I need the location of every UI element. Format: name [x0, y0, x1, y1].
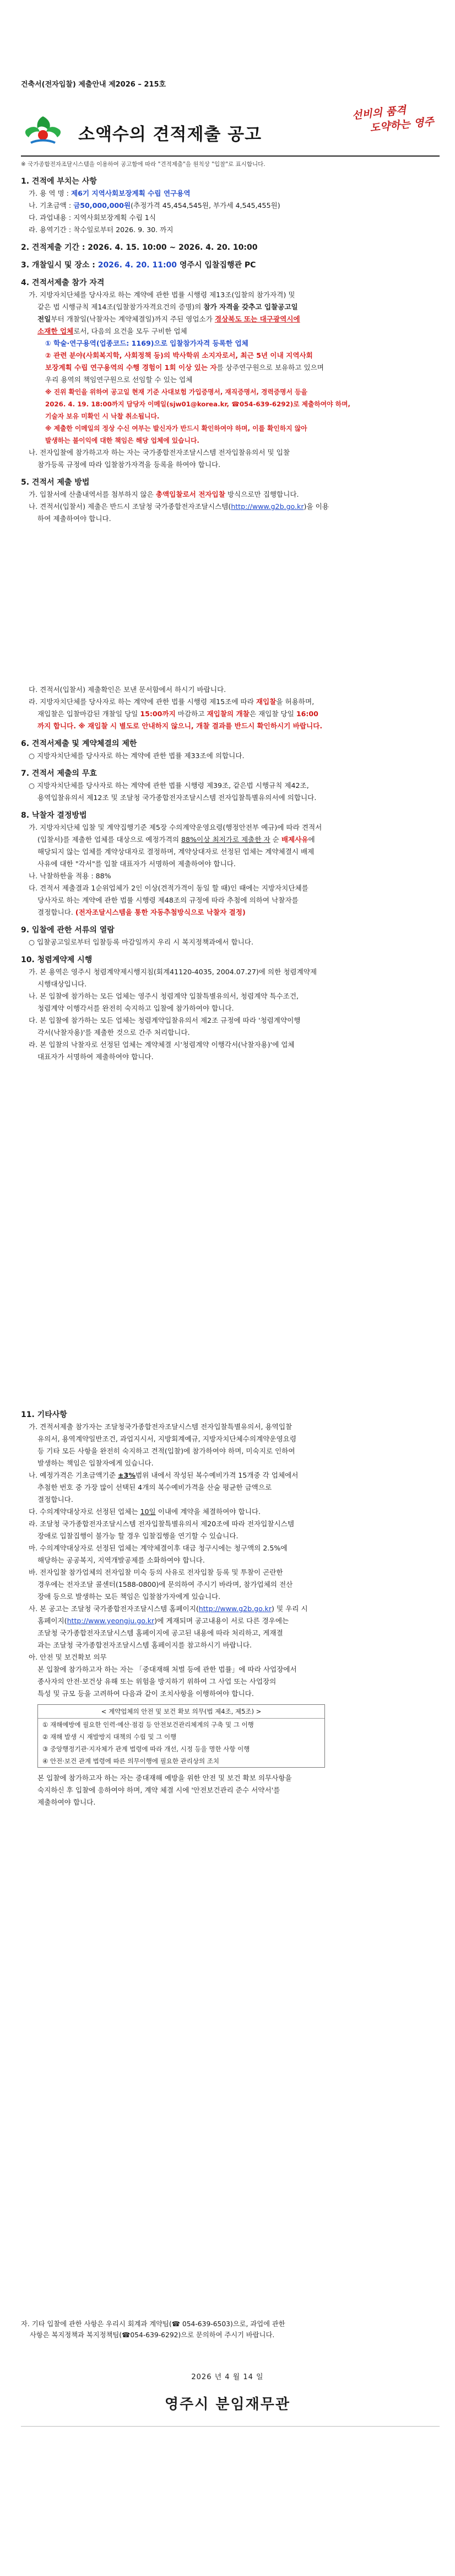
- s10-d-line2: 대표자가 서명하여 제출하여야 합니다.: [37, 1053, 154, 1061]
- s5-d-line3: 까지 합니다. ※ 재입찰 시 별도로 안내하지 않으니, 개찰 결과를 반드시 확인하시기 바랍니다.: [37, 722, 323, 730]
- s11-h-line2: 본 입찰에 참가하고자 하는 자는 「중대재해 처벌 등에 관한 법률」에 따라 사업장에서: [37, 1665, 297, 1673]
- s8-a-line1: 가. 지방자치단체 입찰 및 계약집행기준 제5장 수의계약운영요령(행정안전부 예규)에 따라 견적서: [29, 823, 322, 831]
- s10-b-line2: 청렴계약 이행각서를 완전히 숙지하고 입찰에 참가하여야 합니다.: [37, 1004, 234, 1012]
- title-divider: [21, 155, 440, 157]
- contact-line1: 자. 기타 입찰에 관한 사항은 우리시 회계과 계약팀(☎ 054-639-6503)으로, 과업에 관한: [21, 2320, 285, 2328]
- s4-req1: ① 학술·연구용역(업종코드: 1169)으로 입찰참가자격 등록한 업체: [45, 339, 248, 347]
- s8-a-line2: (입찰서)를 제출한 업체를 대상으로 예정가격의 88%이상 최저가로 제출한 자 순 배제사유에: [37, 835, 315, 844]
- contact-line2: 사항은 복지정책과 복지정책팀(☎054-639-6292)으로 문의하여 주시기 바랍니다.: [30, 2331, 275, 2339]
- s11-e-line1: 마. 수의계약대상자로 선정된 업체는 계약체결이후 대금 청구시에는 청구액의 2.5%에: [29, 1544, 288, 1552]
- content-block-3: [21, 1409, 442, 1808]
- s10-c-line2: 각서(낙찰자용)'를 제출한 것으로 간주 처리합니다.: [37, 1028, 190, 1037]
- s11-g-line4: 과는 조달청 국가종합전자조달시스템 홈페이지를 참고하시기 바랍니다.: [37, 1641, 252, 1649]
- g2b-link-2[interactable]: http://www.g2b.go.kr: [198, 1604, 272, 1613]
- safety-item-3: ③ 중앙행정기관·지자체가 관계 법령에 따라 개선, 시정 등을 명한 사항 이행: [42, 1745, 250, 1753]
- document-number: 건축서(전자입찰) 제출안내 제2026 – 215호: [21, 80, 166, 89]
- s11-b-line1: 나. 예정가격은 기초금액기준 ±3%범위 내에서 작성된 복수예비가격 15개중 각 업체에서: [29, 1471, 299, 1479]
- section10-heading: 10. 청렴계약제 시행: [21, 956, 93, 964]
- section5-heading: 5. 견적서 제출 방법: [21, 478, 90, 487]
- s1-item-a: 가. 용 역 명 : 제6기 지역사회보장계획 수립 연구용역: [29, 189, 191, 197]
- s10-b-line1: 나. 본 입찰에 참가하는 모든 업체는 영주시 청렴계약 입찰특별유의서, 청렴계약 특수조건,: [29, 992, 299, 1000]
- s5-a: 가. 입찰서에 산출내역서를 첨부하지 않은 총액입찰로서 전자입찰 방식으로만 집행합니다.: [29, 490, 299, 498]
- yeongju-link[interactable]: http://www.yeongju.go.kr: [67, 1617, 155, 1625]
- s10-c-line1: 다. 본 입찰에 참가하는 모든 업체는 청렴계약입찰유의서 제2조 규정에 따라 '청렴계약이행: [29, 1016, 301, 1024]
- s11-f-line1: 바. 전자입찰 참가업체의 전자입찰 미숙 등의 사유로 전자입찰 등록 및 투찰이 곤란한: [29, 1568, 283, 1576]
- s4-b-line2: 참가등록 규정에 따라 입찰참가자격을 등록을 하여야 합니다.: [37, 460, 221, 469]
- slogan-line1: 선비의 품격: [351, 104, 407, 122]
- s11-d-line1: 라. 조달청 국가종합전자조달시스템 전자입찰특별유의서 제20조에 따라 전자입찰시스템: [29, 1520, 295, 1528]
- s10-d-line1: 라. 본 입찰의 낙찰자로 선정된 업체는 계약체결 시'청렴계약 이행각서(낙찰자용)'에 업체: [29, 1040, 295, 1049]
- s4-a-line2: 같은 법 시행규칙 제14조(입찰참가자격요건의 증명)의 참가 자격을 갖추고 입찰공고일: [37, 303, 298, 311]
- g2b-link[interactable]: http://www.g2b.go.kr: [231, 502, 304, 511]
- s5-d-line2: 재입찰은 입찰마감된 개찰일 당일 15:00까지 마감하고 재입찰의 개찰은 재입찰 당일 16:00: [37, 710, 318, 718]
- section2-heading: 2. 견적제출 기간 : 2026. 4. 15. 10:00 ~ 2026. 4. 20. 10:00: [21, 243, 258, 252]
- bottom-divider: [21, 2426, 440, 2427]
- s11-a-line4: 발생하는 책임은 입찰자에게 있습니다.: [37, 1459, 154, 1467]
- section1-heading: 1. 견적에 부치는 사항: [21, 177, 97, 186]
- s11-h-line4: 특성 및 규모 등을 고려하여 다음과 같이 조치사항을 이행하여야 합니다.: [37, 1689, 254, 1698]
- s4-a-line3: 전일부터 개찰일(낙찰자는 계약체결일)까지 주된 영업소가 경상북도 또는 대구광역시에: [37, 315, 300, 323]
- yeongju-city-logo-icon: [21, 113, 65, 148]
- s8-a-line3: 해당되지 않는 업체를 계약상대자로 결정하며, 계약상대자로 선정된 업체는 계약체결시 배제: [37, 847, 315, 856]
- slogan-line2: 도약하는 영주: [369, 115, 435, 135]
- signer-name: 영주시 분임재무관: [165, 2396, 290, 2413]
- s11-b-line2: 추첨한 번호 중 가장 많이 선택된 4개의 복수예비가격을 산술 평균한 금액으로: [37, 1483, 272, 1491]
- section8-heading: 8. 낙찰자 결정방법: [21, 811, 87, 820]
- s4-a-line1: 가. 지방자치단체를 당사자로 하는 계약에 관한 법률 시행령 제13조(입찰의 참가자격) 및: [29, 291, 295, 299]
- s11-e-line2: 해당하는 공공복지, 지역개발공제를 소화하여야 합니다.: [37, 1556, 205, 1564]
- s11-h-line3: 종사자의 안전·보건상 유해 또는 위험을 방지하기 위하여 그 사업 또는 사업장의: [37, 1677, 277, 1686]
- s11-i-line3: 제출하여야 합니다.: [37, 1798, 96, 1806]
- s11-f-line3: 장애 등으로 발생하는 모든 책임은 입찰참가자에게 있습니다.: [37, 1592, 221, 1601]
- s8-c-line3: 결정합니다. (전자조달시스템을 통한 자동추첨방식으로 낙찰자 결정): [37, 908, 246, 916]
- section4-heading: 4. 견적서제출 참가 자격: [21, 278, 105, 287]
- content-block-2: [21, 684, 442, 1063]
- s5-b-line2: 하여 제출하여야 합니다.: [37, 514, 111, 523]
- top-note: ※ 국가종합전자조달시스템을 이용하여 공고함에 따라 "견적제출"을 원칙상 "입찰"로 표시합니다.: [21, 161, 266, 168]
- s11-d-line2: 장애로 입찰집행이 불가능 할 경우 입찰집행을 연기할 수 있습니다.: [37, 1532, 239, 1540]
- safety-box-heading: < 계약업체의 안전 및 보건 확보 의무(법 제4조, 제5조) >: [38, 1705, 324, 1719]
- s5-c: 다. 견적서(입찰서) 제출확인은 보낸 문서함에서 하시기 바랍니다.: [29, 685, 226, 694]
- s10-a-line2: 시행대상입니다.: [37, 980, 87, 988]
- s4-req3: 보장계획 수립 연구용역의 수행 경험이 1회 이상 있는 자를 상주연구원으로 보유하고 있으며: [45, 363, 324, 372]
- s4-note5: 발생하는 불이익에 대한 책임은 해당 업체에 있습니다.: [45, 437, 199, 444]
- s11-i-line1: 본 입찰에 참가하고자 하는 자는 중대재해 예방을 위한 안전 및 보건 확보 의무사항을: [37, 1774, 292, 1782]
- announcement-date: 2026 년 4 월 14 일: [191, 2373, 264, 2381]
- page-title: 소액수의 견적제출 공고: [78, 125, 262, 144]
- s4-b-line1: 나. 전자입찰에 참가하고자 하는 자는 국가종합전자조달시스템 전자입찰유의서 및 입찰: [29, 448, 290, 457]
- s5-d-line1: 라. 지방자치단체를 당사자로 하는 계약에 관한 법률 시행령 제15조에 따라 재입찰을 허용하며,: [29, 697, 315, 706]
- safety-item-4: ④ 안전·보건 관계 법령에 따른 의무이행에 필요한 관리상의 조치: [42, 1757, 219, 1765]
- s11-h-line1: 아. 안전 및 보건확보 의무: [29, 1653, 107, 1661]
- section11-heading: 11. 기타사항: [21, 1410, 67, 1419]
- s11-i-line2: 숙지하신 후 입찰에 응하여야 하며, 계약 체결 시에 '안전보건관리 준수 서약서'를: [37, 1786, 280, 1794]
- s11-g-line3: 조달청 국가종합전자조달시스템 홈페이지에 공고된 내용에 따라 처리하고, 게재결: [37, 1629, 283, 1637]
- s8-a-line4: 사유에 대한 "각서"를 입찰 대표자가 서명하여 제출하여야 합니다.: [37, 860, 236, 868]
- section9-heading: 9. 입찰에 관한 서류의 열람: [21, 926, 115, 935]
- s11-a-line2: 유의서, 용역계약일반조건, 과업지시서, 지방회계예규, 지방자치단체수의계약운영요령: [37, 1435, 296, 1443]
- s11-f-line2: 경우에는 전자조달 콜센터(1588-0800)에 문의하여 주시기 바라며, 참가업체의 전산: [37, 1580, 293, 1588]
- s8-c-line2: 당사자로 하는 계약에 관한 법률 시행령 제48조의 규정에 따라 추첨에 의하여 낙찰자를: [37, 896, 299, 904]
- section7-heading: 7. 견적서 제출의 무효: [21, 769, 97, 778]
- s8-c-line1: 다. 견적서 제출결과 1순위업체가 2인 이상(견적가격이 동일 할 때)인 때에는 지방자치단체를: [29, 884, 308, 892]
- city-slogan: [351, 99, 448, 137]
- s1-item-d: 라. 용역기간 : 착수일로부터 2026. 9. 30. 까지: [29, 226, 174, 234]
- s4-note4: ※ 제출한 이메일의 정상 수신 여부는 발신자가 반드시 확인하여야 하며, 이를 확인하지 않아: [45, 425, 307, 432]
- safety-item-2: ② 재해 발생 시 재발방지 대책의 수립 및 그 이행: [42, 1733, 177, 1741]
- s1-item-c: 다. 과업내용 : 지역사회보장계획 수립 1식: [29, 213, 156, 222]
- s11-g-line2: 홈페이지(http://www.yeongju.go.kr)에 게재되며 공고내용이 서로 다른 경우에는: [37, 1617, 289, 1625]
- contact-note: [21, 2319, 440, 2341]
- main-content: [21, 175, 442, 525]
- s1-item-b: 나. 기초금액 : 금50,000,000원(추정가격 45,454,545원, 부가세 4,545,455원): [29, 201, 280, 210]
- s4-req4: 우리 용역의 책임연구원으로 선임할 수 있는 업체: [45, 375, 193, 384]
- s4-a-line4: 소재한 업체로서, 다음의 요건을 모두 구비한 업체: [37, 327, 187, 335]
- s4-note2: 2026. 4. 19. 18:00까지 담당자 이메일(sjw01@korea.kr, ☎054-639-6292)로 제출하여야 하며,: [45, 400, 350, 408]
- s11-b-line3: 결정합니다.: [37, 1495, 73, 1504]
- s4-note3: 기술자 보유 미확인 시 낙찰 취소됩니다.: [45, 412, 160, 420]
- s10-a-line1: 가. 본 용역은 영주시 청렴계약제시행지침(회계41120-4035, 2004.07.27)에 의한 청렴계약제: [29, 968, 317, 976]
- s11-g-line1: 사. 본 공고는 조달청 국가종합전자조달시스템 홈페이지(http://www.g2b.go.kr) 및 우리 시: [29, 1604, 308, 1613]
- s8-b: 나. 낙찰하한율 적용 : 88%: [29, 872, 111, 880]
- s4-req2: ② 관련 분야(사회복지학, 사회정책 등)의 박사학위 소지자로서, 최근 5년 이내 지역사회: [45, 351, 313, 359]
- s11-a-line3: 등 기타 모든 사항을 완전히 숙지하고 견적(입찰)에 참가하여야 하며, 미숙지로 인하여: [37, 1447, 295, 1455]
- s4-note1: ※ 진위 확인을 위하여 공고일 현재 기준 사대보험 가입증명서, 재직증명서, 경력증명서 등을: [45, 388, 307, 396]
- section3-heading: 3. 개찰일시 및 장소 : 2026. 4. 20. 11:00 영주시 입찰집행관 PC: [21, 261, 256, 270]
- s11-a-line1: 가. 견적서제출 참가자는 조달청국가종합전자조달시스템 전자입찰특별유의서, 용역입찰: [29, 1423, 292, 1431]
- section6-heading: 6. 견적서제출 및 계약체결의 제한: [21, 739, 137, 748]
- s9-a: ○ 입찰공고일로부터 입찰등록 마감일까지 우리 시 복지정책과에서 합니다.: [29, 938, 253, 946]
- s6-a: ○ 지방자치단체를 당사자로 하는 계약에 관한 법률 제33조에 의합니다.: [29, 752, 245, 760]
- safety-item-1: ① 재해예방에 필요한 인력·예산·점검 등 안전보건관리체계의 구축 및 그 이행: [42, 1721, 254, 1729]
- s5-b-line1: 나. 견적서(입찰서) 제출은 반드시 조달청 국가종합전자조달시스템(http://www.g2b.go.kr)을 이용: [29, 502, 329, 511]
- s7-a-line2: 용역입찰유의서 제12조 및 조달청 국가종합전자조달시스템 전자입찰특별유의서에 의합니다.: [37, 793, 317, 802]
- safety-obligation-box: [37, 1704, 325, 1768]
- s7-a-line1: ○ 지방자치단체를 당사자로 하는 계약에 관한 법률 시행령 제39조, 같은법 시행규칙 제42조,: [29, 781, 309, 790]
- s11-c: 다. 수의계약대상자로 선정된 업체는 10일 이내에 계약을 체결하여야 합니다.: [29, 1507, 261, 1516]
